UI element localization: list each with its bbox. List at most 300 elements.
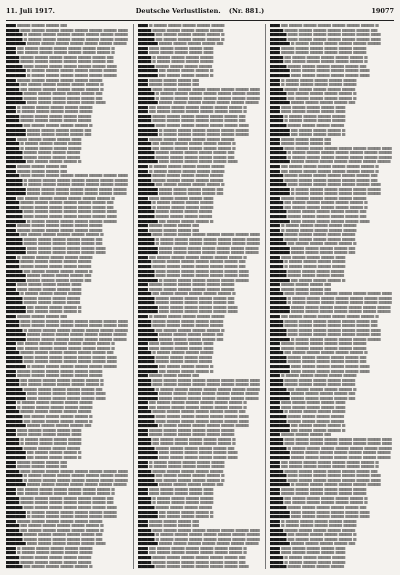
entry-name-mark: ████ [138,378,152,383]
entry-name-mark: ██████ [270,542,290,547]
entry-name-mark: █████ [270,478,287,483]
entry-name-mark: ███ [270,105,280,110]
entry-name-mark: ███ [138,283,148,288]
entry-name-mark: ██████ [270,310,290,315]
entry-detail-mark: ▒▒▒ ▒▒▒▒ ▒▒▒▒ ▒▒▒▒ ▒▒▒▒ ▒▒▒ [157,310,238,315]
entry-detail-mark: ▒ ▒▒▒▒ ▒▒▒▒ ▒▒▒▒ ▒▒▒▒ ▒▒▒▒ [147,164,225,169]
entry-name-mark: ██████ [6,101,26,106]
entry-name-mark: ███ [270,487,280,492]
entry-name-mark: ███ [6,137,16,142]
entry-name-mark: ██████ [6,455,26,460]
entry-detail-mark: ▒▒▒▒ ▒▒▒▒ ▒▒▒▒ ▒▒▒▒ ▒▒▒▒ ▒▒▒▒ ▒▒ [283,174,378,179]
entry-detail-mark: ▒▒▒▒ ▒▒▒▒ ▒▒▒▒ ▒▒▒▒ ▒▒▒▒ ▒▒▒▒ ▒▒ [19,205,114,210]
entry-name-mark: █████ [270,37,287,42]
entry-name-mark: ████ [138,174,152,179]
entry-detail-mark: ▒▒▒▒ ▒▒▒▒ ▒▒▒▒ ▒▒▒▒ ▒▒▒▒ [283,233,356,238]
entry-name-mark: ████ [270,496,284,501]
entry-detail-mark: ▒▒▒▒ ▒▒▒▒ ▒▒▒▒ ▒▒▒▒ ▒▒ [25,274,92,279]
entry-detail-mark: ▒▒▒▒ ▒▒▒▒ ▒▒▒▒ ▒▒ [279,433,331,438]
entry-detail-mark: ▒ ▒▒▒▒ ▒▒▒▒ ▒▒▒▒ ▒▒▒▒ ▒▒▒▒ [279,83,357,88]
entry-detail-mark: ▒▒▒ ▒▒▒▒ ▒▒▒▒ ▒▒▒▒ ▒▒▒ [147,346,214,351]
entry-detail-mark: ▒▒▒▒ ▒▒▒▒ ▒▒▒▒ ▒▒▒▒ [286,274,344,279]
entry-detail-mark: ▒▒▒▒ ▒▒▒▒ ▒▒▒▒ ▒▒▒▒ ▒▒▒▒ ▒▒ [22,242,103,247]
entry-name-mark: ████ [270,87,284,92]
entry-name-mark: ███ [270,51,280,56]
entry-name-mark: █████ [6,474,23,479]
entry-name-mark: ████ [6,28,20,33]
entry-name-mark: ███ [270,460,280,465]
entry-name-mark: █████ [138,237,155,242]
entry-name-mark: ████ [270,233,284,238]
entry-name-mark: ██████ [6,133,26,138]
entry-detail-mark: ▒▒▒▒ ▒▒▒▒ ▒▒▒▒ ▒▒ [279,137,331,142]
entry-name-mark: ████ [6,437,20,442]
entry-detail-mark: ▒▒ ▒▒▒▒ ▒▒▒▒ ▒▒▒▒ ▒ [157,74,214,79]
entry-name-mark: █████ [270,446,287,451]
entry-name-mark: ████ [270,264,284,269]
entry-name-mark: █████ [270,33,287,38]
entry-detail-mark: ▒▒ ▒▒▒▒ ▒▒▒▒ ▒▒▒▒ ▒▒▒▒ ▒ [286,533,357,538]
entry-detail-mark: ▒▒ ▒▒▒▒ ▒▒▒▒ ▒▒▒▒ ▒▒▒▒ ▒▒▒▒ ▒▒▒▒ ▒ [15,492,115,497]
entry-detail-mark: ▒ ▒▒▒▒ ▒▒▒▒ ▒▒▒▒ ▒▒▒▒ ▒▒▒▒ [279,374,357,379]
entry-detail-mark: ▒▒▒▒ ▒▒▒▒ ▒▒▒▒ ▒▒▒▒ ▒▒▒▒ ▒▒▒▒ ▒▒ [151,410,246,415]
entry-name-mark: ███ [138,492,148,497]
entry-detail-mark: ▒ ▒▒▒▒ ▒▒▒▒ ▒▒▒▒ ▒▒▒▒ [283,114,346,119]
entry-name-mark: ██████ [6,310,26,315]
entry-name-mark: █████ [138,64,155,69]
entry-name-mark: ████ [6,351,20,356]
entry-name-mark: █████ [6,64,23,69]
entry-detail-mark: ▒▒▒▒ ▒▒▒▒ ▒▒▒▒ ▒▒▒▒ ▒▒▒▒ ▒▒▒▒ ▒▒▒▒ [157,396,259,401]
entry-detail-mark: ▒▒▒ ▒▒▒▒ ▒▒▒▒ ▒▒▒▒ ▒▒▒ [279,110,346,115]
entry-detail-mark: ▒ ▒▒▒▒ ▒▒▒▒ ▒▒▒▒ ▒▒▒▒ ▒▒▒▒ ▒▒▒▒ ▒▒▒▒ [22,328,128,333]
entry-detail-mark: ▒▒▒▒ ▒▒▒▒ ▒▒▒▒ ▒▒▒▒ ▒▒ [289,396,356,401]
entry-detail-mark: ▒▒ ▒▒▒▒ ▒▒▒▒ ▒▒▒▒ ▒▒▒▒ ▒▒▒▒ ▒ [19,524,104,529]
entry-detail-mark: ▒▒ ▒▒▒▒ ▒▒▒▒ ▒▒▒▒ ▒▒▒▒ ▒▒▒▒ ▒▒▒▒ ▒ [15,346,115,351]
entry-detail-mark: ▒▒ ▒▒▒▒ ▒▒▒▒ ▒▒▒▒ ▒▒▒▒ ▒▒▒▒ ▒ [283,501,368,506]
entry-detail-mark: ▒ ▒▒▒▒ ▒▒▒▒ ▒▒▒▒ ▒▒▒▒ [283,264,346,269]
entry-name-mark: ██████ [138,337,158,342]
entry-detail-mark: ▒ ▒▒▒▒ ▒▒▒▒ ▒▒▒▒ ▒▒▒▒ ▒▒▒▒ ▒▒▒▒ ▒▒▒▒ [154,237,260,242]
entry-name-mark: ███ [138,374,148,379]
entry-name-mark: ████ [270,174,284,179]
entry-name-mark: █████ [270,151,287,156]
entry-detail-mark: ▒▒▒▒ ▒▒▒▒ ▒▒▒▒ ▒▒▒▒ ▒▒▒▒ ▒▒▒▒ ▒▒▒▒ [289,455,391,460]
entry-name-mark: ███ [138,164,148,169]
header-date: 11. Juli 1917. [6,7,55,15]
entry-detail-mark: ▒ ▒▒▒▒ ▒▒▒▒ ▒▒▒▒ ▒▒▒▒ [151,60,214,65]
entry-name-mark: ████ [138,324,152,329]
entry-name-mark: █████ [270,64,287,69]
entry-name-mark: █████ [270,124,287,129]
entry-name-mark: ████ [138,146,152,151]
entry-name-mark: ██████ [270,69,290,74]
entry-detail-mark: ▒▒▒▒ ▒▒▒▒ ▒▒▒▒ ▒▒▒▒ ▒▒ [25,278,92,283]
entry-name-mark: ████ [270,410,284,415]
entry-detail-mark: ▒▒▒▒ ▒▒▒▒ ▒▒▒▒ ▒▒▒▒ ▒▒▒▒ [19,555,92,560]
entry-name-mark: ███ [270,83,280,88]
entry-name-mark: ██████ [6,365,26,370]
entry-name-mark: █████ [6,446,23,451]
entry-name-mark: █████ [6,92,23,97]
entry-detail-mark: ▒▒▒▒ ▒▒▒▒ ▒▒▒▒ ▒▒▒▒ [154,64,212,69]
entry-name-mark: ████ [138,55,152,60]
entry-name-mark: ███ [6,369,16,374]
entry-detail-mark: ▒▒▒ ▒▒▒▒ ▒▒▒▒ ▒▒▒▒ ▒▒▒▒ ▒▒▒▒ ▒▒▒ [154,565,249,569]
entry-name-mark: ████ [6,233,20,238]
entry-name-mark: ███ [138,105,148,110]
entry-name-mark: ███ [138,110,148,115]
entry-name-mark: ██████ [138,278,158,283]
entry-detail-mark: ▒▒ ▒▒▒▒ ▒▒▒▒ ▒▒▒▒ ▒▒▒▒ ▒ [286,92,357,97]
entry-detail-mark: ▒▒ ▒▒▒▒ ▒▒▒▒ ▒▒▒▒ ▒▒▒▒ ▒▒▒▒ ▒ [283,351,368,356]
entry-name-mark: ██████ [6,74,26,79]
entry-name-mark: █████ [270,505,287,510]
entry-detail-mark: ▒▒ ▒▒▒▒ ▒▒▒▒ ▒▒▒▒ ▒▒▒▒ ▒▒▒▒ ▒ [151,437,236,442]
entry-detail-mark: ▒▒▒▒ ▒▒▒▒ ▒▒▒▒ ▒▒ [147,228,199,233]
entry-name-mark: ████ [138,469,152,474]
entry-name-mark: ██████ [138,483,158,488]
entry-name-mark: ████ [270,292,284,297]
entry-detail-mark: ▒▒▒▒ ▒▒▒▒ ▒▒▒▒ ▒▒▒▒ ▒▒▒▒ ▒▒▒▒ ▒▒ [19,351,114,356]
entry-detail-mark: ▒▒ ▒▒▒▒ ▒▒▒▒ ▒▒▒▒ ▒ [289,278,346,283]
entry-name-mark: ████ [138,351,152,356]
entry-name-mark: ███ [270,524,280,529]
entry-detail-mark: ▒▒▒▒ ▒▒▒▒ ▒▒▒▒ ▒▒▒▒ ▒▒▒▒ ▒▒▒▒ ▒▒▒▒ [157,251,259,256]
entry-detail-mark: ▒▒▒▒ ▒▒▒▒ ▒▒▒▒ ▒▒▒▒ ▒▒ [157,483,224,488]
entry-detail-mark: ▒▒▒ ▒▒▒▒ ▒▒▒▒ ▒▒▒▒ ▒▒▒▒ ▒▒▒ [25,251,106,256]
entry-name-mark: ██████ [138,451,158,456]
entry-name-mark: ████ [270,260,284,265]
entry-detail-mark: ▒▒▒▒ ▒▒▒▒ ▒▒▒▒ ▒▒▒▒ ▒▒▒▒ ▒▒▒▒ ▒▒▒▒ [25,187,127,192]
entry-name-mark: ██████ [270,392,290,397]
entry-name-mark: ████ [138,528,152,533]
entry-detail-mark: ▒ ▒▒▒▒ ▒▒▒▒ ▒▒▒▒ ▒▒▒▒ [19,292,82,297]
entry-name-mark: ██████ [138,187,158,192]
entry-detail-mark: ▒▒▒▒ ▒▒▒▒ ▒▒▒▒ ▒▒▒▒ ▒▒▒▒ ▒▒ [286,214,367,219]
entry-name-mark: ██████ [270,42,290,47]
entry-detail-mark: ▒▒▒ ▒▒▒▒ ▒▒▒▒ ▒▒▒▒ ▒▒▒▒ ▒▒▒▒ ▒▒▒▒ ▒▒▒ [283,442,392,447]
entry-detail-mark: ▒▒▒ ▒▒▒▒ ▒▒▒▒ ▒▒▒▒ ▒▒▒▒ ▒▒▒ [289,515,370,520]
entry-name-mark: ███ [270,405,280,410]
entry-detail-mark: ▒▒ ▒▒▒▒ ▒▒▒▒ ▒▒▒▒ ▒ [157,369,214,374]
entry-detail-mark: ▒▒▒▒ ▒▒▒▒ ▒▒▒▒ ▒▒▒▒ ▒▒▒▒ [19,260,92,265]
entry-name-mark: ██████ [270,219,290,224]
entry-detail-mark: ▒▒▒ ▒▒▒▒ ▒▒▒▒ ▒▒▒▒ ▒▒▒▒ ▒▒▒▒ ▒▒▒ [154,415,249,420]
entry-name-mark: ██████ [138,510,158,515]
entry-detail-mark: ▒▒▒▒ ▒▒▒▒ ▒▒▒▒ ▒▒▒▒ ▒▒▒▒ ▒▒▒▒ ▒▒ [283,319,378,324]
entry-name-mark: █████ [270,296,287,301]
entry-name-mark: █████ [6,124,23,129]
list-columns [6,24,394,569]
entry-name-mark: ███ [6,551,16,556]
entry-detail-mark: ▒▒▒▒ ▒▒▒▒ ▒▒▒▒ ▒▒▒▒ ▒▒▒▒ ▒▒▒▒ ▒▒ [19,60,114,65]
entry-detail-mark: ▒▒▒ ▒▒▒▒ ▒▒▒▒ ▒▒▒▒ ▒▒▒▒ ▒▒▒ [25,392,106,397]
entry-name-mark: ███ [138,487,148,492]
entry-name-mark: █████ [6,178,23,183]
entry-detail-mark: ▒ ▒▒▒▒ ▒▒▒▒ ▒▒▒▒ ▒▒▒▒ [283,560,346,565]
entry-detail-mark: ▒▒▒ ▒▒▒▒ ▒▒▒▒ ▒▒▒▒ ▒▒▒▒ ▒▒▒▒ ▒▒▒ [22,64,117,69]
entry-name-mark: ███ [270,224,280,229]
entry-detail-mark: ▒▒▒▒ ▒▒▒▒ ▒▒▒▒ ▒▒▒▒ ▒▒▒▒ ▒▒▒▒ ▒▒▒▒ [289,160,391,165]
entry-detail-mark: ▒▒▒▒ ▒▒▒▒ ▒▒▒▒ ▒▒▒▒ [22,301,80,306]
entry-detail-mark: ▒▒ ▒▒▒▒ ▒▒▒▒ ▒▒▒▒ ▒ [289,424,346,429]
entry-name-mark: █████ [6,505,23,510]
entry-name-mark: ███ [6,164,16,169]
entry-name-mark: ████ [6,55,20,60]
entry-name-mark: ████ [138,501,152,506]
entry-name-mark: ██████ [138,515,158,520]
entry-detail-mark: ▒ ▒▒▒▒ ▒▒▒▒ ▒▒▒▒ ▒▒▒▒ [283,410,346,415]
entry-detail-mark: ▒▒▒ ▒▒▒▒ ▒▒▒▒ ▒▒▒▒ ▒▒▒▒ ▒▒▒▒ ▒▒▒ [22,505,117,510]
entry-detail-mark: ▒▒▒ ▒▒▒▒ ▒▒▒▒ ▒▒▒▒ ▒▒▒▒ ▒▒▒▒ ▒▒▒ [286,474,381,479]
entry-name-mark: ██████ [138,542,158,547]
entry-detail-mark: ▒▒▒▒ ▒▒▒▒ ▒▒▒▒ ▒▒▒▒ [154,360,212,365]
entry-name-mark: ██████ [6,305,26,310]
entry-detail-mark: ▒▒▒ ▒▒▒▒ ▒▒▒▒ ▒▒▒▒ ▒▒▒ [279,405,346,410]
entry-name-mark: ████ [270,60,284,65]
entry-name-mark: █████ [6,210,23,215]
entry-detail-mark: ▒▒▒▒ ▒▒▒▒ ▒▒▒▒ ▒▒▒▒ ▒▒▒▒ ▒▒ [22,387,103,392]
entry-detail-mark: ▒▒▒ ▒▒▒▒ ▒▒▒▒ ▒▒▒▒ ▒▒▒▒ ▒▒▒ [157,305,238,310]
entry-name-mark: ███ [138,51,148,56]
entry-detail-mark: ▒▒▒▒ ▒▒▒▒ ▒▒▒▒ ▒▒▒▒ ▒▒▒▒ ▒▒ [22,237,103,242]
entry-detail-mark: ▒▒▒▒ ▒▒▒▒ ▒▒▒▒ ▒▒▒▒ ▒▒ [289,542,356,547]
entry-detail-mark: ▒▒▒▒ ▒▒▒▒ ▒▒▒▒ ▒▒▒▒ ▒▒▒▒ ▒▒▒▒ [15,374,103,379]
entry-name-mark: █████ [270,360,287,365]
entry-name-mark: ████ [270,437,284,442]
entry-name-mark: ███ [6,169,16,174]
entry-name-mark: █████ [270,274,287,279]
entry-detail-mark: ▒▒ ▒▒▒▒ ▒▒▒▒ ▒▒▒▒ ▒ [157,365,214,370]
entry-name-mark: ███ [138,228,148,233]
entry-detail-mark: ▒▒▒▒ ▒▒▒▒ ▒▒▒▒ ▒▒▒▒ [22,446,80,451]
entry-detail-mark: ▒ ▒▒▒▒ ▒▒▒▒ ▒▒▒▒ ▒▒▒▒ [19,437,82,442]
entry-name-mark: █████ [138,155,155,160]
entry-detail-mark: ▒▒▒▒ ▒▒▒▒ ▒▒▒▒ ▒▒ [147,519,199,524]
entry-detail-mark: ▒▒ ▒▒▒▒ ▒▒▒▒ ▒▒▒▒ ▒▒▒▒ ▒ [286,242,357,247]
entry-name-mark: █████ [6,96,23,101]
entry-detail-mark: ▒▒▒ ▒▒▒▒ ▒▒▒▒ ▒▒▒▒ ▒▒▒▒ ▒▒▒▒ ▒▒▒▒ ▒▒▒ [19,28,128,33]
entry-detail-mark: ▒▒▒ ▒▒▒▒ ▒▒▒▒ ▒▒▒▒ ▒▒▒▒ ▒▒▒ [25,542,106,547]
entry-detail-mark: ▒▒▒▒ ▒▒▒▒ ▒▒▒▒ ▒▒▒▒ [22,296,80,301]
entry-detail-mark: ▒▒ ▒▒▒▒ ▒▒▒▒ ▒▒▒▒ ▒▒▒▒ ▒▒▒▒ ▒▒▒▒ ▒ [147,105,247,110]
entry-detail-mark: ▒▒▒▒ ▒▒▒▒ ▒▒▒▒ ▒▒▒▒ ▒▒▒▒ ▒▒▒▒ [147,287,235,292]
entry-name-mark: ████ [138,201,152,206]
entry-detail-mark: ▒▒ ▒▒▒▒ ▒▒▒▒ ▒▒▒▒ ▒▒▒▒ ▒▒▒▒ ▒ [19,528,104,533]
entry-detail-mark: ▒▒▒▒ ▒▒▒▒ ▒▒▒▒ ▒▒▒▒ ▒▒ [289,246,356,251]
entry-name-mark: ██████ [6,128,26,133]
entry-detail-mark: ▒▒▒▒ ▒▒▒▒ ▒▒▒▒ ▒▒▒▒ [286,565,344,569]
entry-detail-mark: ▒▒▒▒ ▒▒▒▒ ▒▒▒▒ ▒▒▒▒ [154,210,212,215]
entry-detail-mark: ▒▒▒▒ ▒▒▒▒ ▒▒▒▒ ▒▒▒▒ ▒▒▒▒ ▒▒▒▒ ▒▒ [283,28,378,33]
entry-name-mark: █████ [138,505,155,510]
entry-name-mark: █████ [270,387,287,392]
entry-name-mark: ███ [6,224,16,229]
entry-detail-mark: ▒▒▒ ▒▒▒▒ ▒▒▒▒ ▒▒▒▒ ▒▒▒▒ ▒▒▒ [25,246,106,251]
entry-detail-mark: ▒▒ ▒▒▒▒ ▒▒▒▒ ▒▒▒▒ ▒ [157,515,214,520]
entry-detail-mark: ▒▒▒ ▒▒▒▒ ▒▒▒▒ ▒▒▒▒ ▒▒▒▒ ▒▒▒▒ ▒▒▒▒ ▒▒▒ [151,528,260,533]
entry-detail-mark: ▒ ▒▒▒▒ ▒▒▒▒ ▒▒▒▒ ▒▒▒▒ [283,555,346,560]
entry-detail-mark: ▒ ▒▒▒▒ ▒▒▒▒ ▒▒▒▒ ▒▒▒▒ ▒▒▒▒ [15,255,93,260]
entry-detail-mark: ▒▒▒ ▒▒▒▒ ▒▒▒▒ ▒▒▒▒ ▒▒▒▒ ▒▒▒ [289,74,370,79]
entry-detail-mark: ▒▒▒ ▒▒▒▒ ▒▒▒▒ ▒▒▒▒ ▒▒▒▒ ▒▒▒▒ ▒▒▒ [22,214,117,219]
entry-detail-mark: ▒▒▒ ▒▒▒▒ ▒▒▒▒ ▒▒▒▒ ▒▒▒▒ ▒▒▒ [157,160,238,165]
entry-name-mark: ██████ [6,278,26,283]
entry-detail-mark: ▒▒ ▒▒▒▒ ▒▒▒▒ ▒▒▒▒ ▒ [157,69,214,74]
entry-detail-mark: ▒▒ ▒▒▒▒ ▒▒▒▒ ▒▒▒▒ ▒▒▒▒ ▒ [286,537,357,542]
entry-detail-mark: ▒▒▒▒ ▒▒▒▒ ▒▒▒▒ ▒▒▒▒ ▒▒▒▒ ▒▒▒▒ [279,196,367,201]
entry-name-mark: ███ [6,105,16,110]
entry-detail-mark: ▒▒▒▒ ▒▒▒▒ ▒▒▒▒ ▒▒▒▒ ▒▒▒▒ [19,114,92,119]
entry-name-mark: █████ [138,33,155,38]
entry-detail-mark: ▒▒ ▒▒▒▒ ▒▒▒▒ ▒▒▒▒ ▒▒▒▒ ▒▒▒▒ ▒▒▒▒ ▒ [279,460,379,465]
entry-detail-mark: ▒▒▒ ▒▒▒▒ ▒▒▒▒ ▒▒▒▒ ▒▒▒▒ ▒▒▒▒ ▒▒▒▒ ▒▒▒ [19,174,128,179]
entry-detail-mark: ▒ ▒▒▒▒ ▒▒▒▒ ▒▒▒▒ ▒▒▒▒ [19,146,82,151]
entry-detail-mark: ▒▒ ▒▒▒▒ ▒▒▒▒ ▒▒▒▒ ▒▒▒▒ ▒▒▒▒ ▒▒▒▒ ▒ [279,465,379,470]
entry-detail-mark: ▒▒▒▒ ▒▒▒▒ ▒▒▒▒ ▒▒▒▒ ▒▒▒▒ ▒▒▒▒ [279,492,367,497]
entry-name-mark: █████ [138,242,155,247]
entry-detail-mark: ▒▒▒▒ ▒▒▒▒ ▒▒▒▒ ▒▒▒▒ [286,269,344,274]
entry-name-mark: ████ [270,501,284,506]
entry-detail-mark: ▒▒ ▒▒▒▒ ▒▒▒▒ ▒▒▒▒ ▒▒▒▒ ▒ [22,419,93,424]
entry-detail-mark: ▒▒ ▒▒▒▒ ▒▒▒▒ ▒▒▒▒ ▒▒▒▒ ▒ [22,415,93,420]
entry-detail-mark: ▒▒ ▒▒▒▒ ▒▒▒▒ ▒▒▒▒ ▒▒▒▒ ▒▒▒▒ ▒▒▒▒ ▒ [147,551,247,556]
entry-detail-mark: ▒▒ ▒▒▒▒ ▒▒▒▒ ▒▒▒▒ ▒▒▒▒ ▒▒▒▒ ▒▒▒▒ ▒ [279,24,379,28]
entry-detail-mark: ▒▒▒▒ ▒▒▒▒ ▒▒▒▒ ▒▒▒▒ ▒▒▒▒ ▒▒ [22,92,103,97]
entry-detail-mark: ▒▒ ▒▒▒▒ ▒▒▒▒ ▒▒▒▒ ▒▒▒▒ ▒ [286,96,357,101]
entry-detail-mark: ▒▒▒ ▒▒▒▒ ▒▒▒▒ ▒▒▒▒ ▒▒▒▒ ▒▒▒▒ ▒▒▒ [286,183,381,188]
entry-detail-mark: ▒▒ ▒▒▒▒ ▒▒▒▒ ▒▒▒▒ ▒ [25,160,82,165]
entry-detail-mark: ▒ ▒▒▒▒ ▒▒▒▒ ▒▒▒▒ ▒▒▒▒ ▒▒▒▒ ▒▒▒▒ [25,74,117,79]
entry-detail-mark: ▒▒▒▒ ▒▒▒▒ ▒▒▒▒ ▒▒▒▒ ▒▒▒▒ ▒▒▒▒ ▒▒▒▒ [157,246,259,251]
entry-detail-mark: ▒▒▒▒ ▒▒▒▒ ▒▒▒▒ ▒▒▒▒ ▒▒▒▒ ▒▒▒▒ ▒▒ [151,555,246,560]
entry-detail-mark: ▒▒▒▒ ▒▒▒▒ ▒▒▒▒ ▒▒▒▒ [286,419,344,424]
entry-name-mark: ██████ [138,246,158,251]
entry-detail-mark: ▒▒▒▒ ▒▒▒▒ ▒▒▒▒ ▒▒▒▒ ▒▒▒▒ ▒▒▒▒ ▒▒▒▒ [25,192,127,197]
entry-name-mark: ████ [138,383,152,388]
entry-name-mark: ███ [270,346,280,351]
entry-detail-mark: ▒▒▒▒ ▒▒▒▒ ▒▒▒▒ ▒▒▒▒ ▒▒▒▒ ▒▒▒▒ [279,342,367,347]
entry-detail-mark: ▒▒▒▒ ▒▒▒▒ ▒▒▒▒ ▒▒▒▒ ▒▒▒▒ ▒▒▒▒ ▒▒ [19,55,114,60]
entry-name-mark: ██████ [6,510,26,515]
entry-name-mark: ██████ [6,219,26,224]
entry-name-mark: ███ [270,137,280,142]
entry-detail-mark: ▒▒▒ ▒▒▒▒ ▒▒▒▒ ▒▒▒▒ ▒▒▒▒ ▒▒▒ [157,455,238,460]
casualty-entry [138,565,262,569]
entry-name-mark: █████ [138,301,155,306]
header-edition: (Nr. 881.) [228,7,265,15]
entry-name-mark: █████ [138,37,155,42]
entry-name-mark: █████ [270,92,287,97]
entry-name-mark: ███ [6,46,16,51]
entry-name-mark: ███ [6,487,16,492]
entry-name-mark: ██████ [6,337,26,342]
entry-detail-mark: ▒▒▒ ▒▒▒▒ ▒▒▒▒ ▒▒▒▒ ▒▒▒ [279,255,346,260]
entry-detail-mark: ▒▒▒ ▒▒▒▒ ▒▒▒▒ ▒▒▒▒ ▒▒▒▒ ▒▒▒▒ ▒▒▒ [286,333,381,338]
entry-detail-mark: ▒▒ ▒▒▒▒ ▒▒▒▒ ▒▒▒▒ ▒▒▒▒ ▒▒▒▒ ▒▒▒▒ ▒ [279,315,379,319]
entry-detail-mark: ▒ ▒▒▒▒ ▒▒▒▒ ▒▒▒▒ ▒▒▒▒ ▒▒▒▒ ▒▒▒▒ [289,42,381,47]
entry-detail-mark: ▒▒▒▒ ▒▒▒▒ ▒▒▒▒ ▒▒▒▒ ▒▒▒▒ ▒▒▒▒ [147,428,235,433]
entry-detail-mark: ▒▒ ▒▒▒▒ ▒▒▒▒ ▒▒▒▒ ▒▒▒▒ ▒▒▒▒ ▒▒▒▒ ▒ [15,46,115,51]
entry-name-mark: ███ [138,546,148,551]
entry-detail-mark: ▒▒▒ ▒▒▒▒ ▒▒▒▒ ▒▒▒▒ ▒▒▒▒ ▒▒▒▒ ▒▒▒ [154,269,249,274]
entry-detail-mark: ▒▒▒▒ ▒▒▒▒ ▒▒▒▒ ▒▒▒▒ ▒▒▒▒ ▒▒▒▒ ▒▒▒▒ [25,483,127,488]
entry-detail-mark: ▒▒ ▒▒▒▒ ▒▒▒▒ ▒▒▒▒ ▒▒▒▒ ▒ [154,37,225,42]
entry-name-mark: ██████ [270,515,290,520]
entry-name-mark: ██████ [270,365,290,370]
entry-detail-mark: ▒▒ ▒▒▒▒ ▒▒▒▒ ▒▒▒▒ ▒▒▒▒ ▒▒▒▒ ▒ [19,233,104,238]
entry-name-mark: ████ [6,119,20,124]
entry-detail-mark: ▒ ▒▒▒▒ ▒▒▒▒ ▒▒▒▒ ▒▒▒▒ ▒▒▒▒ ▒▒▒▒ ▒▒▒▒ [22,478,128,483]
entry-name-mark: █████ [270,242,287,247]
entry-name-mark: █████ [270,533,287,538]
entry-name-mark: █████ [138,533,155,538]
entry-detail-mark: ▒▒ ▒▒▒▒ ▒▒▒▒ ▒▒▒▒ ▒▒▒▒ ▒▒▒▒ ▒▒▒▒ ▒ [279,169,379,174]
entry-detail-mark: ▒▒ ▒▒▒▒ ▒▒▒▒ ▒▒▒▒ ▒▒▒▒ ▒ [286,387,357,392]
entry-name-mark: █████ [6,37,23,42]
entry-name-mark: ████ [270,324,284,329]
entry-detail-mark: ▒▒▒▒ ▒▒▒▒ ▒▒▒▒ ▒▒▒▒ ▒▒▒▒ ▒▒ [286,210,367,215]
entry-detail-mark: ▒ ▒▒▒▒ ▒▒▒▒ ▒▒▒▒ ▒▒▒▒ ▒▒▒▒ ▒▒▒▒ ▒▒▒▒ [286,296,392,301]
entry-detail-mark: ▒▒▒▒ ▒▒▒▒ ▒▒▒▒ ▒▒▒▒ ▒▒ [157,333,224,338]
entry-name-mark: █████ [6,478,23,483]
entry-detail-mark: ▒▒▒▒ ▒▒▒▒ ▒▒▒▒ ▒▒▒▒ ▒▒▒▒ [19,410,92,415]
entry-detail-mark: ▒ ▒▒▒▒ ▒▒▒▒ ▒▒▒▒ ▒▒▒▒ ▒▒▒▒ [279,228,357,233]
entry-detail-mark: ▒▒▒ ▒▒▒▒ ▒▒▒▒ ▒▒▒▒ ▒▒▒▒ ▒▒▒ [289,69,370,74]
entry-detail-mark: ▒▒ ▒▒▒▒ ▒▒▒▒ ▒▒▒▒ ▒▒▒▒ ▒▒▒▒ ▒ [283,60,368,65]
entry-name-mark: █████ [6,387,23,392]
entry-detail-mark: ▒▒ ▒▒▒▒ ▒▒▒▒ ▒▒▒▒ ▒▒▒▒ ▒▒▒▒ ▒ [283,205,368,210]
entry-detail-mark: ▒▒ ▒▒▒▒ ▒▒▒▒ ▒▒▒▒ ▒▒▒▒ ▒▒▒▒ ▒▒▒▒ ▒ [15,51,115,56]
entry-detail-mark: ▒▒▒ ▒▒▒▒ ▒▒▒▒ ▒▒▒▒ ▒▒▒▒ ▒▒▒▒ ▒▒▒ [154,419,249,424]
entry-detail-mark: ▒▒▒▒ ▒▒▒▒ ▒▒▒▒ ▒▒▒▒ ▒▒▒▒ ▒▒▒▒ [15,369,103,374]
entry-name-mark: █████ [6,360,23,365]
entry-detail-mark: ▒▒▒▒ ▒▒▒▒ ▒▒▒▒ ▒▒▒▒ ▒▒▒▒ ▒▒▒▒ ▒▒▒▒ [289,451,391,456]
entry-name-mark: ███ [270,492,280,497]
header-page-number: 19077 [371,7,394,15]
entry-name-mark: █████ [270,96,287,101]
entry-name-mark: ████ [138,178,152,183]
entry-name-mark: ████ [138,260,152,265]
entry-name-mark: █████ [138,415,155,420]
entry-name-mark: ███ [270,401,280,406]
entry-detail-mark: ▒▒▒▒ ▒▒▒▒ ▒▒▒▒ ▒▒▒▒ ▒▒▒▒ [283,383,356,388]
entry-name-mark: ███ [6,228,16,233]
entry-detail-mark: ▒▒▒ ▒▒▒▒ ▒▒▒▒ ▒▒▒▒ ▒▒▒▒ ▒▒▒▒ ▒▒▒▒ ▒▒▒ [19,319,128,324]
entry-detail-mark: ▒▒ ▒▒▒▒ ▒▒▒▒ ▒▒▒▒ ▒▒▒▒ ▒ [154,474,225,479]
entry-name-mark: ████ [6,205,20,210]
entry-detail-mark: ▒▒ ▒▒▒▒ ▒▒▒▒ ▒▒▒▒ ▒▒▒▒ ▒ [154,183,225,188]
entry-name-mark: █████ [270,155,287,160]
entry-detail-mark: ▒▒▒▒ ▒▒▒▒ ▒▒▒▒ ▒▒▒▒ [154,505,212,510]
entry-detail-mark: ▒▒▒▒ ▒▒▒▒ ▒▒▒▒ ▒▒▒▒ ▒▒▒▒ ▒▒ [286,355,367,360]
entry-name-mark: ████ [270,237,284,242]
entry-name-mark: ███ [6,346,16,351]
entry-detail-mark: ▒ ▒▒▒▒ ▒▒▒▒ ▒▒▒▒ ▒▒▒▒ ▒▒▒▒ ▒▒▒▒ ▒▒▒▒ [22,183,128,188]
entry-detail-mark: ▒▒▒▒ ▒▒▒▒ ▒▒▒▒ ▒▒▒▒ ▒▒▒▒ ▒▒▒▒ ▒▒ [283,469,378,474]
entry-name-mark: █████ [270,210,287,215]
entry-name-mark: ██████ [138,128,158,133]
entry-name-mark: ████ [138,496,152,501]
entry-detail-mark: ▒▒▒▒ ▒▒▒▒ ▒▒▒▒ ▒▒▒▒ ▒▒▒▒ ▒▒▒▒ ▒▒▒▒ [289,310,391,315]
entry-name-mark: ██████ [138,192,158,197]
entry-name-mark: █████ [138,274,155,279]
entry-name-mark: ███ [270,433,280,438]
entry-detail-mark: ▒▒ ▒▒▒▒ ▒▒▒▒ ▒▒▒▒ ▒▒▒▒ ▒▒▒▒ ▒▒▒▒ ▒ [15,487,115,492]
entry-name-mark: ██████ [270,428,290,433]
entry-detail-mark: ▒▒▒▒ ▒▒▒▒ ▒▒▒▒ ▒▒ [147,524,199,529]
